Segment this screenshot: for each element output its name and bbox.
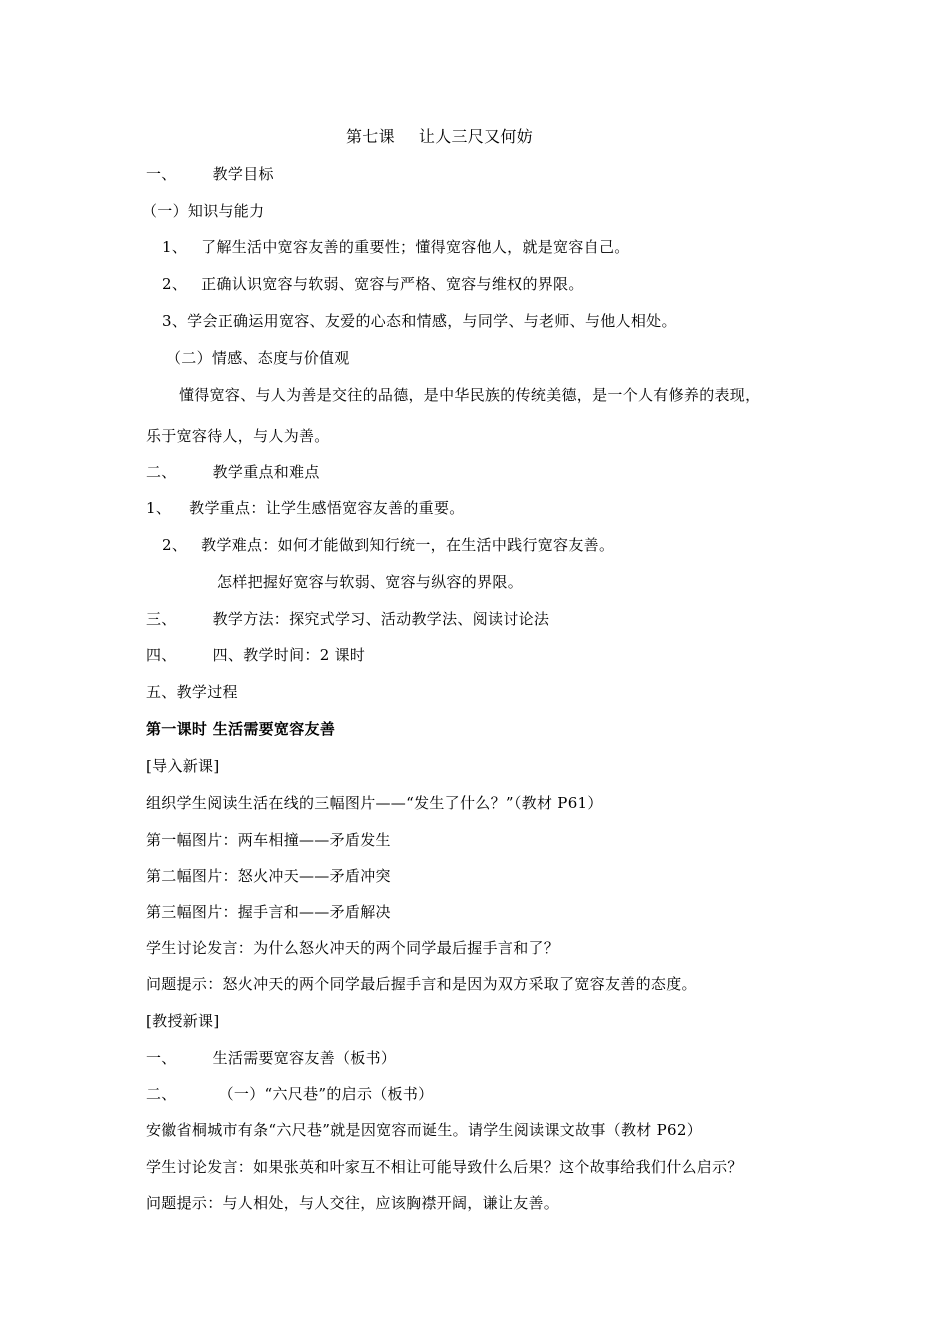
- teach-point-1: [146, 1048, 396, 1068]
- item-number: 2、: [162, 536, 188, 554]
- story-paragraph: 安徽省桐城市有条“六尺巷”就是因宽容而诞生。请学生阅读课文故事（教材 P62）: [146, 1121, 702, 1139]
- section-number: 二、: [146, 463, 177, 481]
- picture-1-text: 第一幅图片：两车相撞——矛盾发生: [146, 831, 391, 849]
- discussion-2: 学生讨论发言：如果张英和叶家互不相让可能导致什么后果？这个故事给我们什么启示？: [146, 1158, 743, 1176]
- section-number: 三、: [146, 610, 177, 628]
- item-text: 了解生活中宽容友善的重要性；懂得宽容他人，就是宽容自己。: [201, 238, 630, 256]
- hint-1: 问题提示：怒火冲天的两个同学最后握手言和是因为双方采取了宽容友善的态度。: [146, 975, 697, 993]
- section-text: 教学方法：探究式学习、活动教学法、阅读讨论法: [212, 610, 550, 628]
- section-text: （一）“六尺巷”的启示（板书）: [218, 1085, 434, 1103]
- section-number: 一、: [146, 165, 177, 183]
- section-text: 四、教学时间：2 课时: [212, 646, 366, 664]
- section-number: 一、: [146, 1049, 177, 1067]
- lesson-name: 让人三尺又何妨: [418, 127, 534, 146]
- focus-item-1: [146, 498, 465, 518]
- discussion-1: 学生讨论发言：为什么怒火冲天的两个同学最后握手言和了？: [146, 939, 560, 957]
- item-number: 2、: [162, 275, 188, 293]
- knowledge-item-2: [162, 274, 584, 294]
- knowledge-item-1: [162, 237, 630, 257]
- subsection-knowledge: （一）知识与能力: [142, 202, 265, 220]
- section-heading: 教学目标: [212, 165, 274, 183]
- emotion-paragraph-line-1: 懂得宽容、与人为善是交往的品德，是中华民族的传统美德，是一个人有修养的表现，: [179, 386, 761, 404]
- teach-label: [教授新课]: [146, 1012, 220, 1030]
- item-text: 教学难点：如何才能做到知行统一，在生活中践行宽容友善。: [201, 536, 615, 554]
- emotion-paragraph-line-2: 乐于宽容待人，与人为善。: [146, 427, 330, 445]
- item-text: 正确认识宽容与软弱、宽容与严格、宽容与维权的界限。: [201, 275, 584, 293]
- item-text: 教学重点：让学生感悟宽容友善的重要。: [189, 499, 465, 517]
- item-number: 1、: [146, 499, 172, 517]
- section-key-points: [146, 462, 320, 482]
- section-process: 五、教学过程: [146, 683, 238, 701]
- knowledge-item-3: 3、学会正确运用宽容、友爱的心态和情感，与同学、与老师、与他人相处。: [162, 312, 677, 330]
- section-heading: 教学重点和难点: [212, 463, 320, 481]
- subsection-emotion: （二）情感、态度与价值观: [166, 349, 350, 367]
- lesson-1-heading: 第一课时 生活需要宽容友善: [146, 720, 336, 738]
- focus-item-2: [162, 535, 614, 555]
- section-number: 二、: [146, 1085, 177, 1103]
- section-teaching-goals: [146, 164, 274, 184]
- lesson-title: [346, 127, 533, 147]
- intro-paragraph: 组织学生阅读生活在线的三幅图片——“发生了什么？”（教材 P61）: [146, 794, 603, 812]
- hint-2: 问题提示：与人相处，与人交往，应该胸襟开阔，谦让友善。: [146, 1194, 560, 1212]
- section-number: 四、: [146, 646, 177, 664]
- intro-label: [导入新课]: [146, 757, 220, 775]
- section-time: [146, 645, 365, 665]
- section-methods: [146, 609, 549, 629]
- section-text: 生活需要宽容友善（板书）: [212, 1049, 397, 1067]
- item-number: 1、: [162, 238, 188, 256]
- lesson-number: 第七课: [346, 127, 395, 146]
- picture-3-text: 第三幅图片：握手言和——矛盾解决: [146, 903, 391, 921]
- teach-point-2: [146, 1084, 433, 1104]
- focus-item-2-continuation: 怎样把握好宽容与软弱、宽容与纵容的界限。: [217, 573, 524, 591]
- picture-2-text: 第二幅图片：怒火冲天——矛盾冲突: [146, 867, 391, 885]
